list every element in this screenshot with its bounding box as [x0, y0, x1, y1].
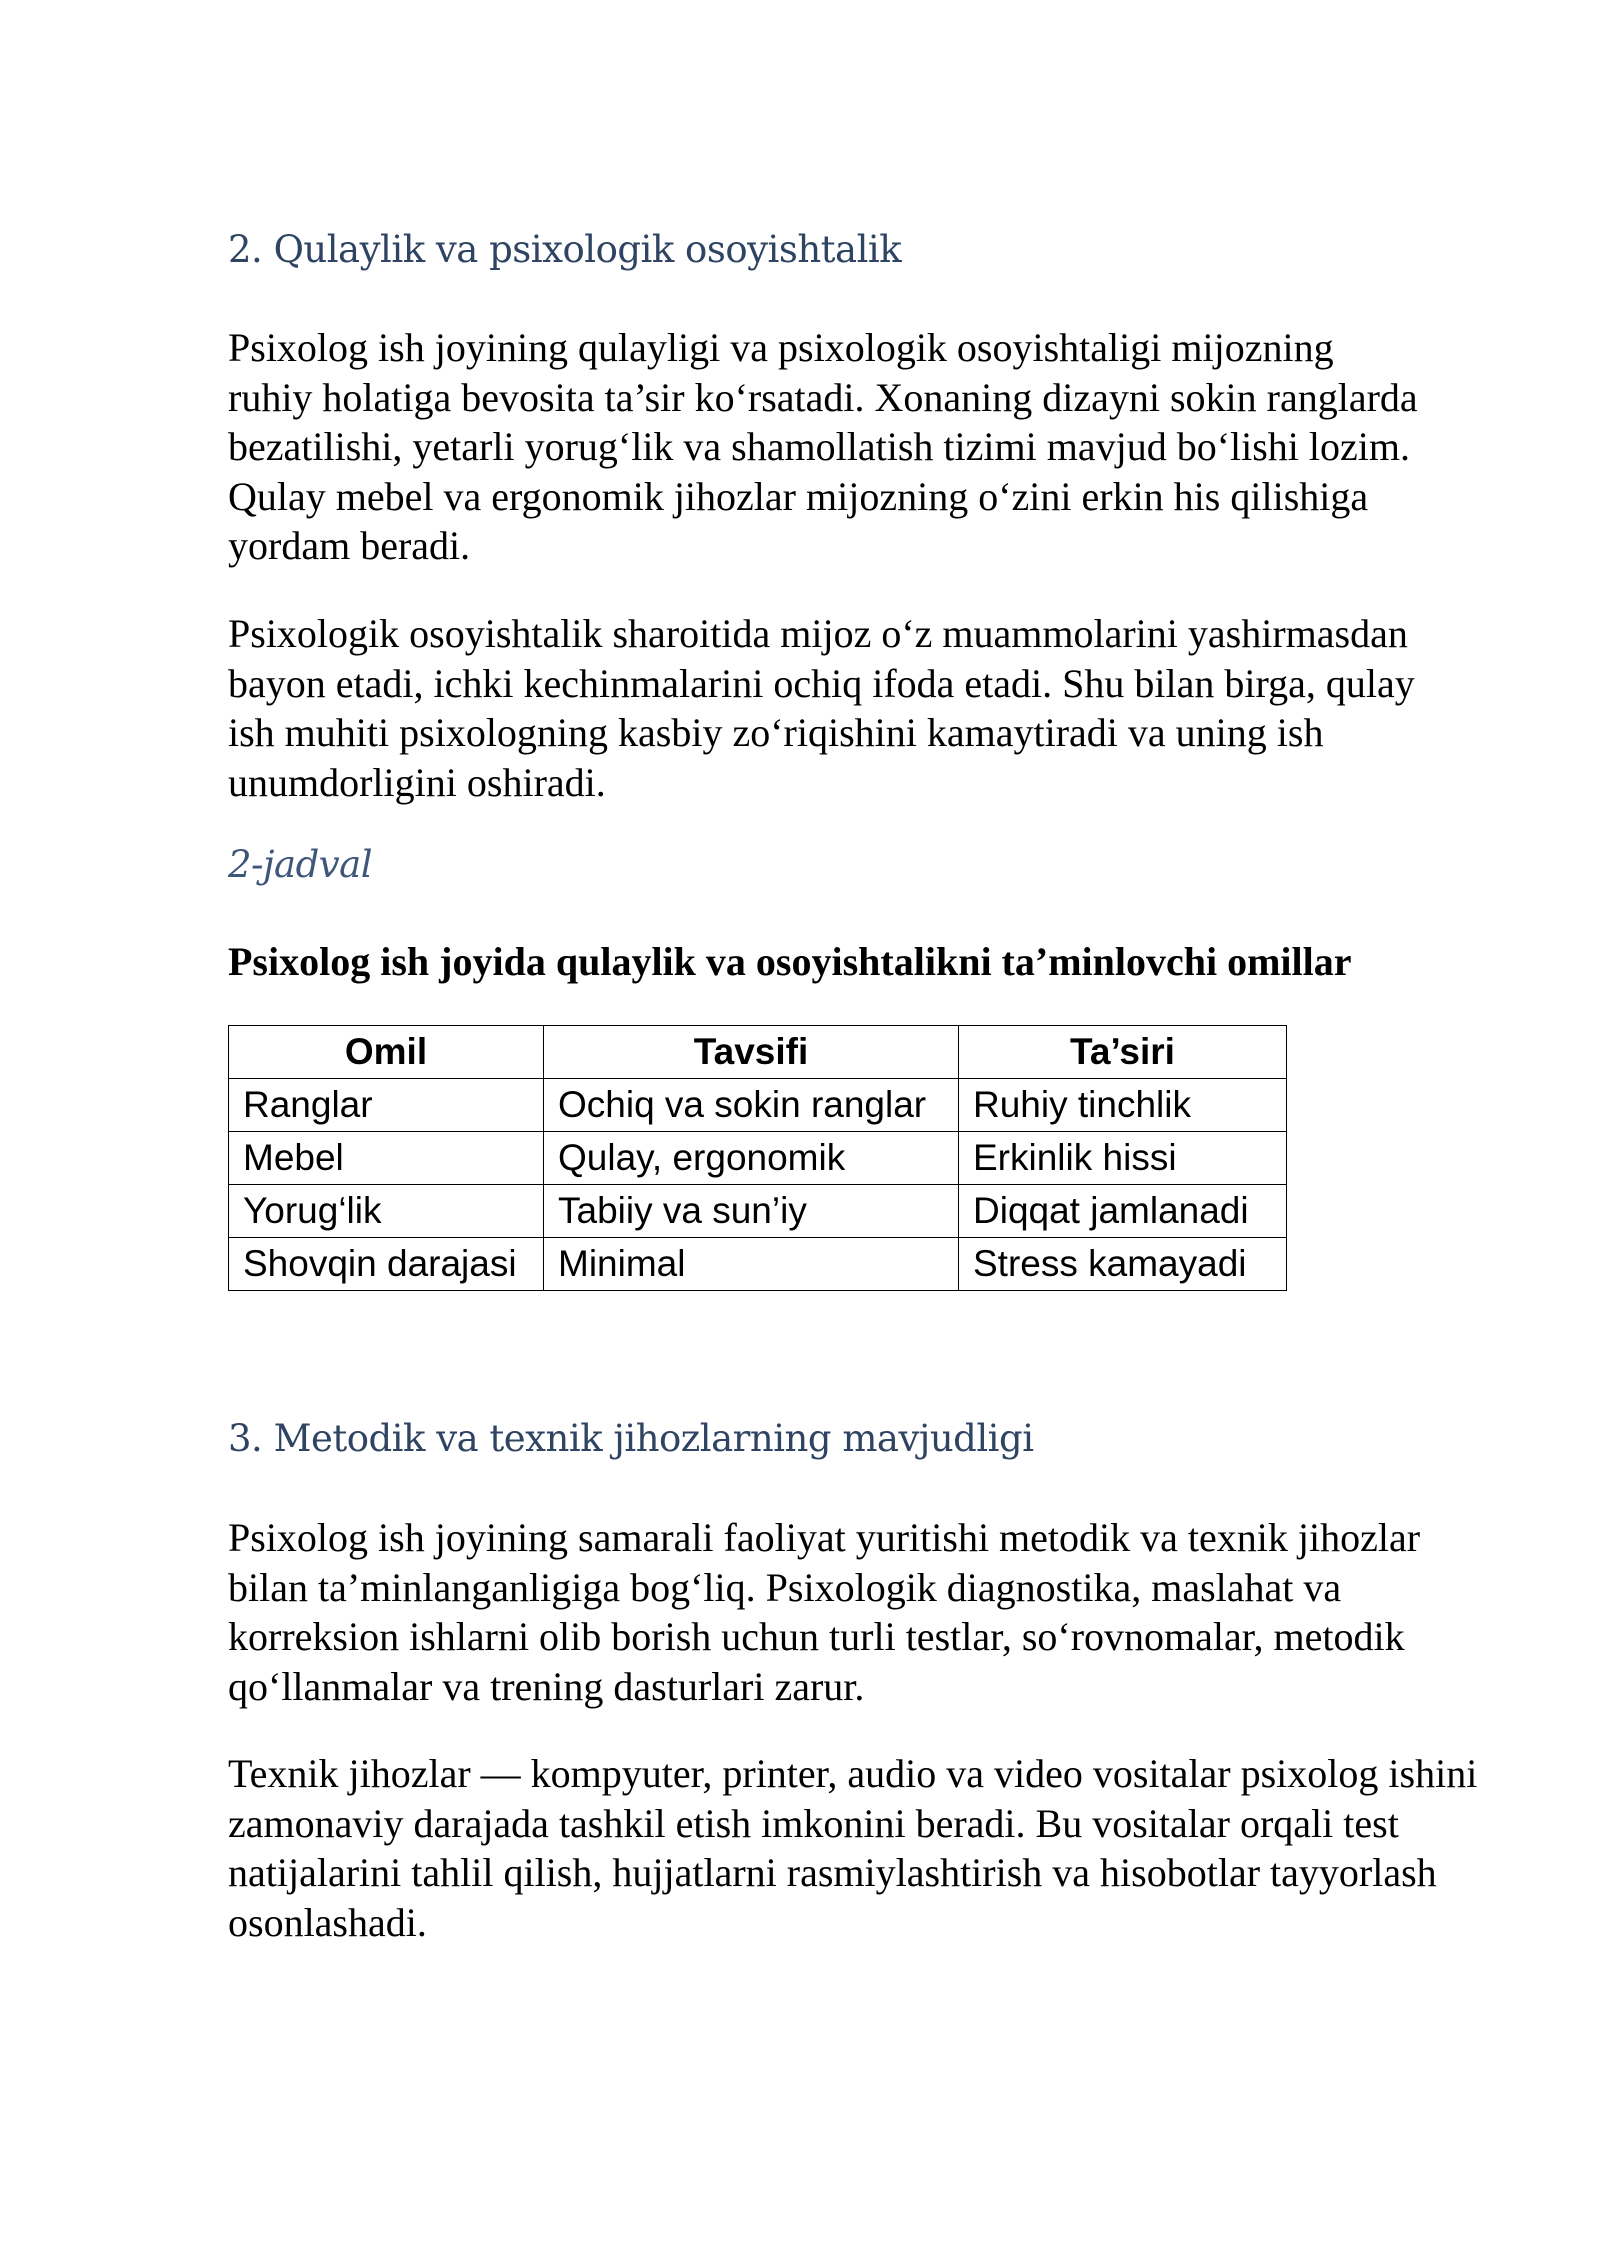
- table-row: [229, 1132, 1287, 1185]
- section-3-paragraph-2: Texnik jihozlar — kompyuter, printer, audio va video vositalar psixolog ishini zamonaviy darajada tashkil etish imkonini beradi. Bu vositalar orqali test natijalarini tahlil qilish, hujjatlarni rasmiylashtirish va hisobotlar tayyorlash osonlashadi.: [228, 1751, 1478, 1945]
- table-cell: Tabiiy va sun’iy: [544, 1185, 959, 1238]
- section-3-heading: 3. Metodik va texnik jihozlarning mavjudligi: [228, 1417, 1034, 1460]
- table-cell: Shovqin darajasi: [229, 1238, 544, 1291]
- table-header-cell: Omil: [229, 1026, 544, 1079]
- table-header-row: [229, 1026, 1287, 1079]
- table-cell: Ochiq va sokin ranglar: [544, 1079, 959, 1132]
- factors-table: [228, 1025, 1287, 1291]
- table-row: [229, 1079, 1287, 1132]
- table-title: Psixolog ish joyida qulaylik va osoyishtalikni ta’minlovchi omillar: [228, 939, 1352, 984]
- table-header-cell: Ta’siri: [959, 1026, 1287, 1079]
- section-2-paragraph-1: Psixolog ish joyining qulayligi va psixologik osoyishtaligi mijozning ruhiy holatiga bevosita ta’sir ko‘rsatadi. Xonaning dizayni sokin ranglarda bezatilishi, yetarli yorug‘lik va shamollatish tizimi mavjud bo‘lishi lozim. Qulay mebel va ergonomik jihozlar mijozning o‘zini erkin his qilishiga yordam beradi.: [228, 325, 1418, 568]
- table-cell: Ruhiy tinchlik: [959, 1079, 1287, 1132]
- section-2-heading: 2. Qulaylik va psixologik osoyishtalik: [228, 228, 902, 271]
- table-cell: Diqqat jamlanadi: [959, 1185, 1287, 1238]
- section-3-paragraph-1: Psixolog ish joyining samarali faoliyat yuritishi metodik va texnik jihozlar bilan ta’minlanganligiga bog‘liq. Psixologik diagnostika, maslahat va korreksion ishlarni olib borish uchun turli testlar, so‘rovnomalar, metodik qo‘llanmalar va trening dasturlari zarur.: [228, 1515, 1421, 1709]
- table-cell: Minimal: [544, 1238, 959, 1291]
- table-caption: 2-jadval: [228, 843, 373, 886]
- table-cell: Stress kamayadi: [959, 1238, 1287, 1291]
- table-row: [229, 1185, 1287, 1238]
- table-cell: Mebel: [229, 1132, 544, 1185]
- table-header-cell: Tavsifi: [544, 1026, 959, 1079]
- table-row: [229, 1238, 1287, 1291]
- table-cell: Erkinlik hissi: [959, 1132, 1287, 1185]
- table-cell: Yorug‘lik: [229, 1185, 544, 1238]
- section-2-paragraph-2: Psixologik osoyishtalik sharoitida mijoz o‘z muammolarini yashirmasdan bayon etadi, ichki kechinmalarini ochiq ifoda etadi. Shu bilan birga, qulay ish muhiti psixologning kasbiy zo‘riqishini kamaytiradi va uning ish unumdorligini oshiradi.: [228, 611, 1415, 805]
- table-cell: Qulay, ergonomik: [544, 1132, 959, 1185]
- table-cell: Ranglar: [229, 1079, 544, 1132]
